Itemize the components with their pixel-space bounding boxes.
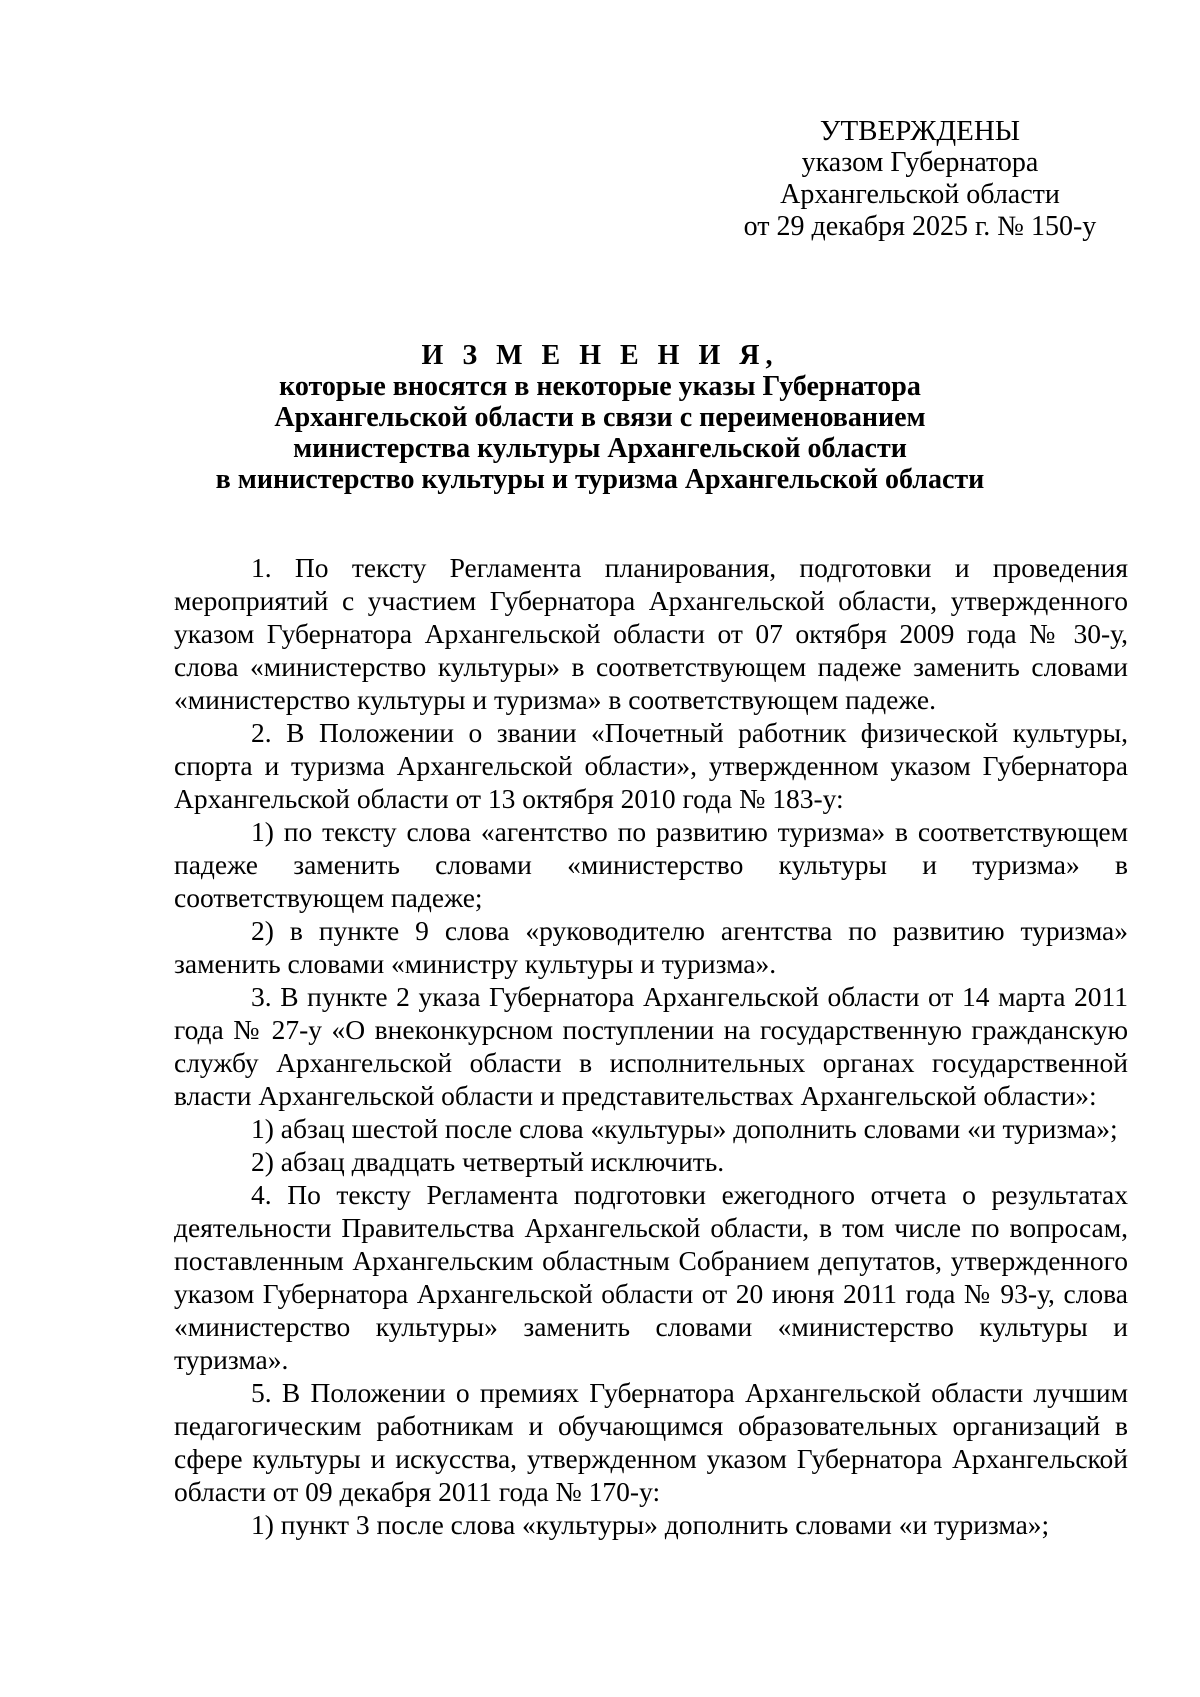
title-subline: в министерство культуры и туризма Архангельской области <box>215 464 985 495</box>
paragraph-subitem: 1) по тексту слова «агентство по развитию туризма» в соответствующем падеже заменить словами «министерство культуры и туризма» в соответствующем падеже; <box>174 816 1128 913</box>
approval-heading: УТВЕРЖДЕНЫ <box>819 115 1021 147</box>
title-subline: министерства культуры Архангельской области <box>293 433 907 464</box>
paragraph-subitem: 2) в пункте 9 слова «руководителю агентства по развитию туризма» заменить словами «министру культуры и туризма». <box>174 915 1128 979</box>
approval-line: Архангельской области <box>780 179 1060 210</box>
title-main: И З М Е Н Е Н И Я, <box>421 340 779 371</box>
document-title <box>0 340 1200 495</box>
approval-stamp <box>730 115 1110 243</box>
approval-line: указом Губернатора <box>801 147 1039 178</box>
paragraph-item-3: 3. В пункте 2 указа Губернатора Архангельской области от 14 марта 2011 года № 27-у «О внеконкурсном поступлении на государственную гражданскую службу Архангельской области в исполнительных органах государственной власти Архангельской области и представительствах Архангельской области»: <box>174 981 1128 1111</box>
title-subline: которые вносятся в некоторые указы Губернатора <box>279 371 921 402</box>
paragraph-subitem: 1) пункт 3 после слова «культуры» дополнить словами «и туризма»; <box>251 1509 1050 1540</box>
paragraph-item-5: 5. В Положении о премиях Губернатора Архангельской области лучшим педагогическим работникам и обучающимся образовательных организаций в сфере культуры и искусства, утвержденном указом Губернатора Архангельской области от 09 декабря 2011 года № 170-у: <box>174 1377 1128 1507</box>
document-body <box>174 551 1128 1541</box>
title-subline: Архангельской области в связи с переименованием <box>274 402 926 433</box>
paragraph-item-4: 4. По тексту Регламента подготовки ежегодного отчета о результатах деятельности Правительства Архангельской области, в том числе по вопросам, поставленным Архангельским областным Собранием депутатов, утвержденного указом Губернатора Архангельской области от 20 июня 2011 года № 93-у, слова «министерство культуры» заменить словами «министерство культуры и туризма». <box>174 1179 1128 1375</box>
approval-date-number: от 29 декабря 2025 г. № 150-у <box>743 211 1097 242</box>
paragraph-subitem: 1) абзац шестой после слова «культуры» дополнить словами «и туризма»; <box>251 1113 1118 1144</box>
paragraph-subitem: 2) абзац двадцать четвертый исключить. <box>251 1146 725 1177</box>
paragraph-item-2: 2. В Положении о звании «Почетный работник физической культуры, спорта и туризма Архангельской области», утвержденном указом Губернатора Архангельской области от 13 октября 2010 года № 183-у: <box>174 717 1128 814</box>
paragraph-item-1: 1. По тексту Регламента планирования, подготовки и проведения мероприятий с участием Губернатора Архангельской области, утвержденного указом Губернатора Архангельской области от 07 октября 2009 года № 30-у, слова «министерство культуры» в соответствующем падеже заменить словами «министерство культуры и туризма» в соответствующем падеже. <box>174 552 1128 715</box>
